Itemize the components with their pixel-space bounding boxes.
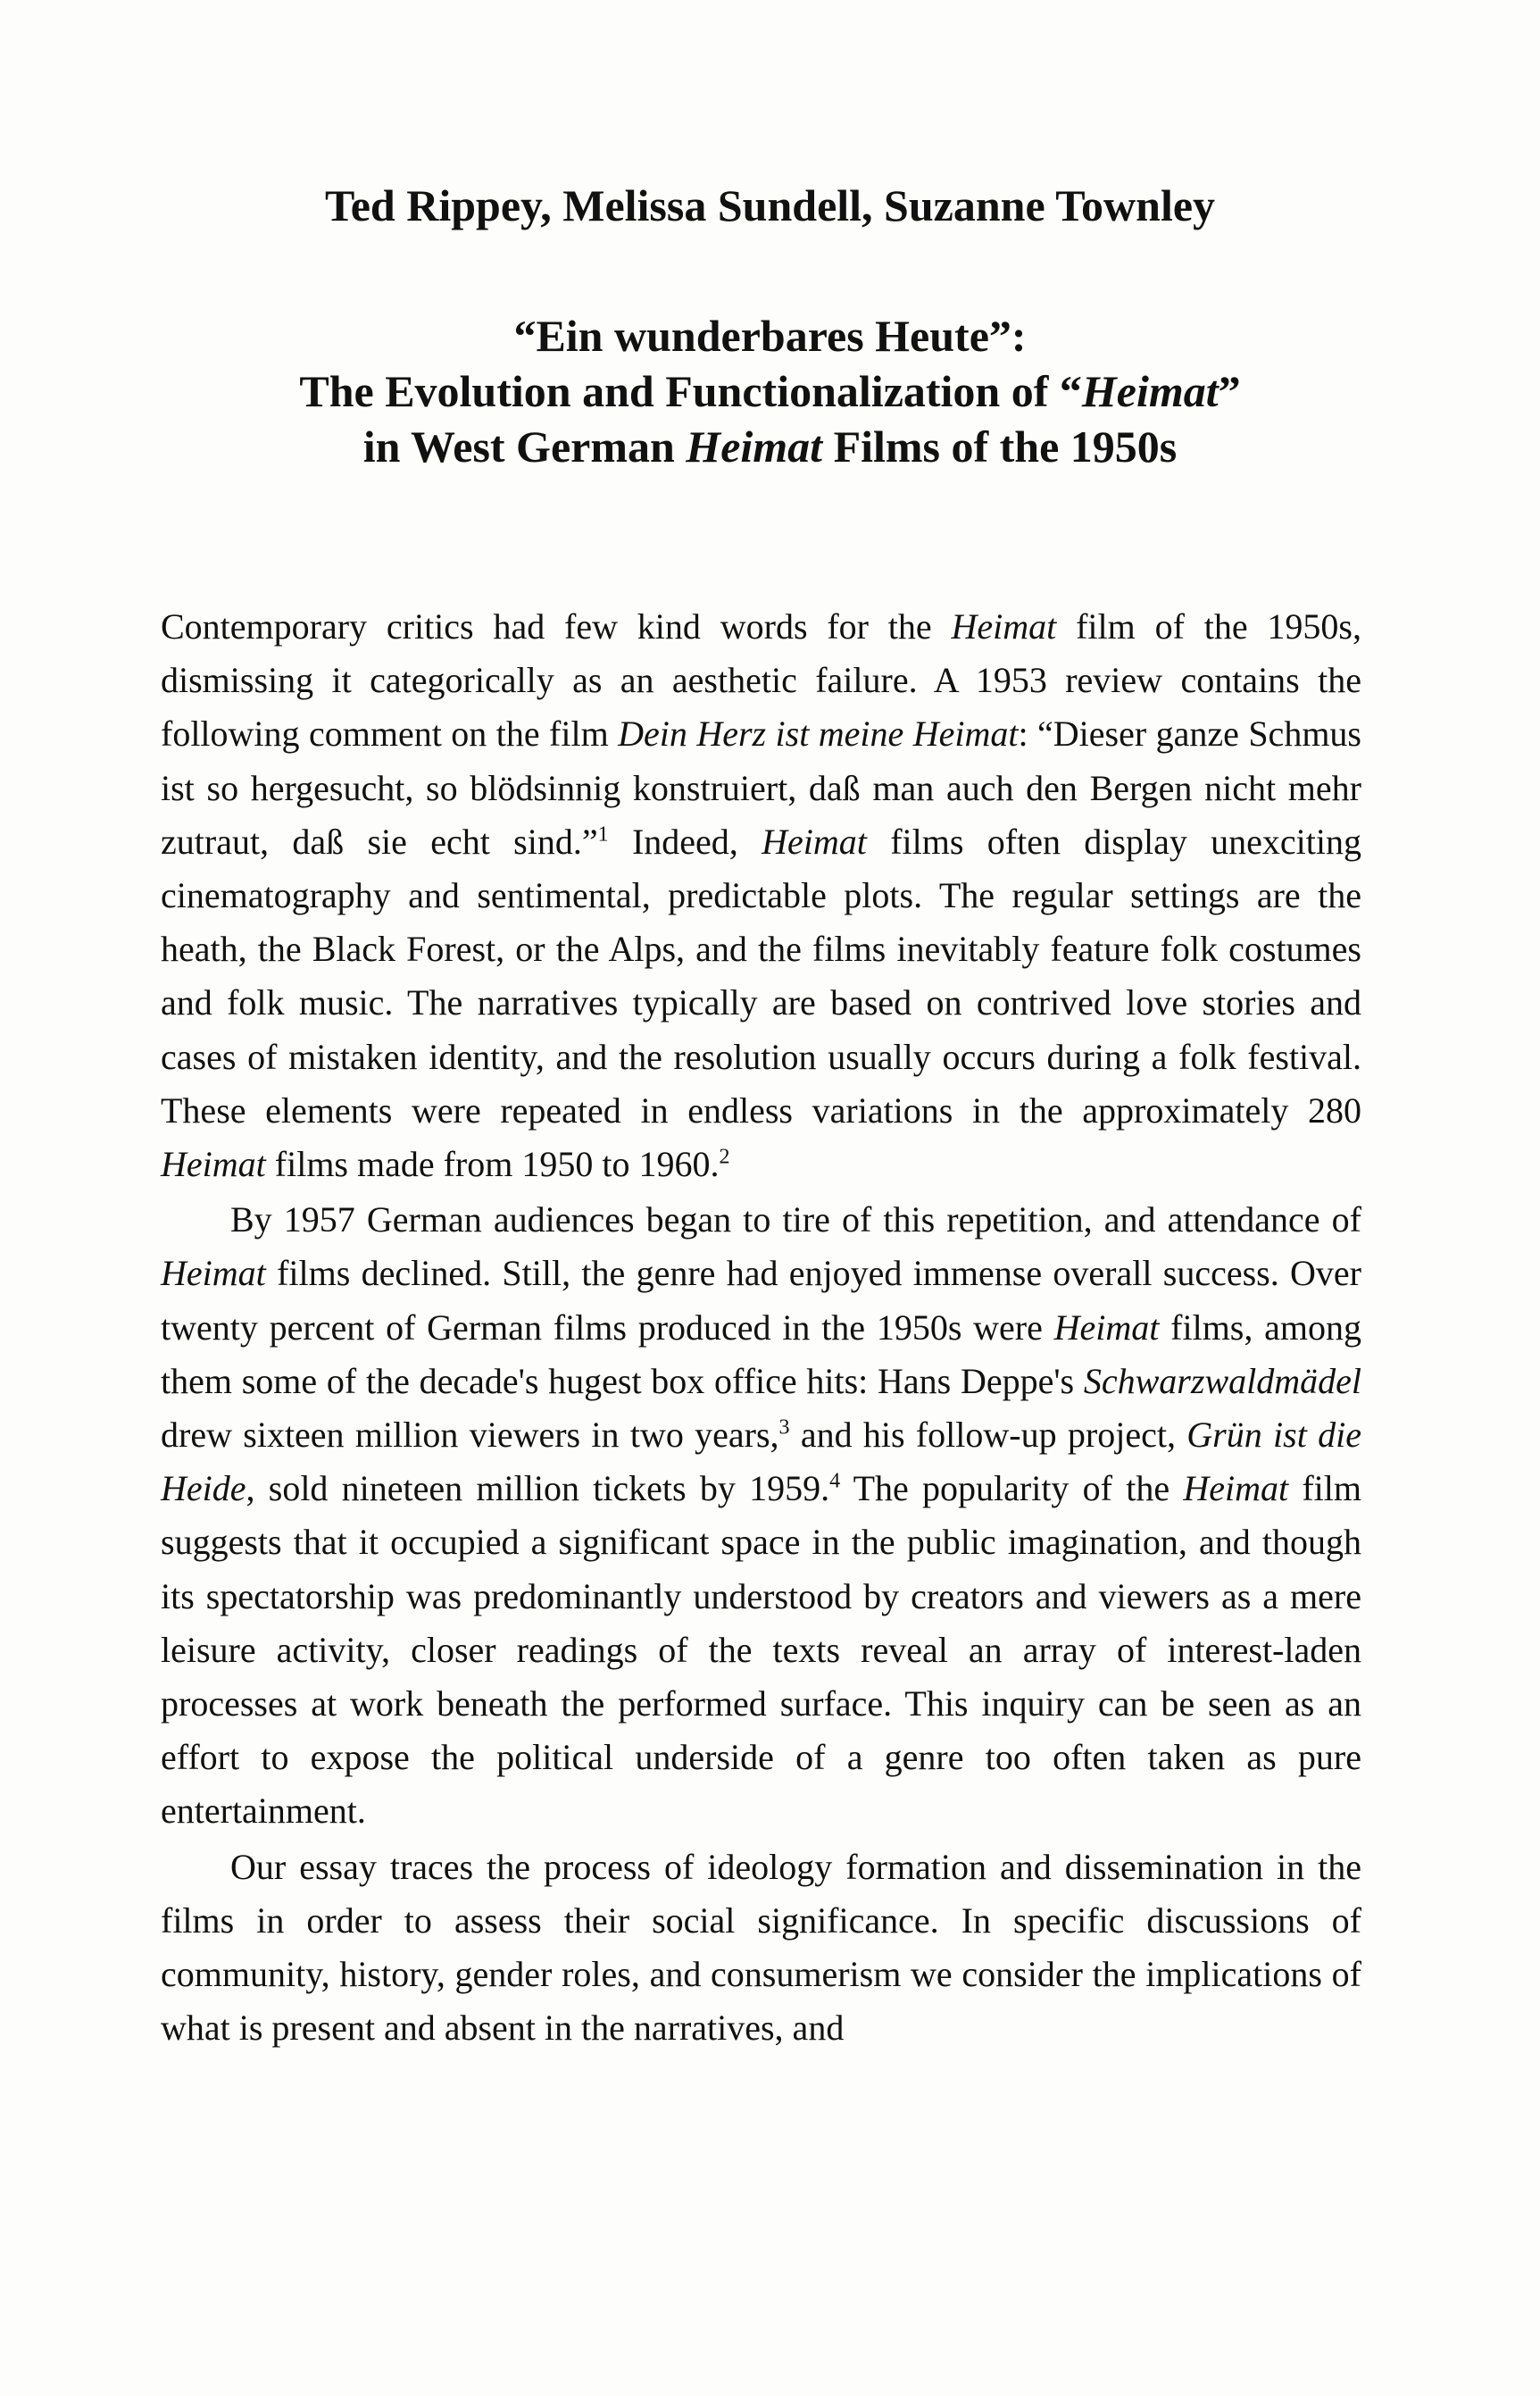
paragraph-text: The popularity of the xyxy=(840,1468,1184,1509)
title-line-3 xyxy=(156,419,1384,474)
paragraph-text: Our essay traces the process of ideology formation and dissemination in the films in order to assess their social significance. In specific discussions of community, history, gender roles, and consumerism we consider the implications of what is present and absent in the narratives, and xyxy=(161,1846,1361,2049)
footnote-marker: 1 xyxy=(597,822,609,847)
title-line-1: “Ein wunderbares Heute”: xyxy=(513,311,1027,361)
italic-term: Heimat xyxy=(161,1253,266,1294)
title-text: in West German xyxy=(362,422,687,472)
paragraph-text: Indeed, xyxy=(608,821,762,862)
footnote-marker: 3 xyxy=(778,1415,790,1440)
paragraph-text: films, among them some of the decade's hugest box office hits: Hans Deppe's xyxy=(161,1307,1362,1401)
italic-term: Heimat xyxy=(762,821,867,862)
body-paragraph xyxy=(161,1193,1361,1838)
italic-term: Schwarzwaldmädel xyxy=(1083,1360,1361,1401)
italic-term: Dein Herz ist meine Heimat xyxy=(618,714,1019,755)
paragraph-text: film suggests that it occupied a significant space in the public imagination, and though its spectatorship was predominantly understood by creators and viewers as a mere leisure activity, closer readings of the texts reveal an array of interest-laden processes at work beneath the performed surface. This inquiry can be seen as an effort to expose the political underside of a genre too often taken as pure entertainment. xyxy=(161,1468,1361,1832)
paragraph-text: film of the 1950s, dismissing it categorically as an aesthetic failure. A 1953 review contains the following comment on the film xyxy=(161,606,1361,755)
paragraph-text: films made from 1950 to 1960. xyxy=(265,1144,720,1185)
paragraph-text: and his follow-up project, xyxy=(789,1415,1187,1456)
title-italic-term: Heimat xyxy=(686,422,823,472)
paragraph-text: , sold nineteen million tickets by 1959. xyxy=(246,1468,830,1509)
title-line-2 xyxy=(156,363,1384,419)
italic-term: Heimat xyxy=(1183,1468,1289,1509)
body-paragraph xyxy=(161,600,1361,1191)
title-text: Films of the 1950s xyxy=(822,422,1178,472)
paper-title xyxy=(156,308,1384,474)
paragraph-text: films declined. Still, the genre had enjoyed immense overall success. Over twenty percent of German films produced in the 1950s were xyxy=(161,1253,1361,1348)
italic-term: Heimat xyxy=(1053,1307,1160,1348)
body-paragraph xyxy=(161,1841,1361,2056)
paragraph-text: Contemporary critics had few kind words for the xyxy=(161,606,952,647)
footnote-marker: 2 xyxy=(719,1145,730,1169)
footnote-marker: 4 xyxy=(829,1469,841,1493)
title-text: The Evolution and Functionalization of “ xyxy=(299,366,1082,416)
italic-term: Heimat xyxy=(951,606,1057,647)
title-text: ” xyxy=(1218,366,1241,416)
title-italic-term: Heimat xyxy=(1081,366,1219,416)
italic-term: Grün ist die Heide xyxy=(161,1415,1361,1509)
italic-term: Heimat xyxy=(161,1144,266,1185)
paragraph-text: films often display unexciting cinematography and sentimental, predictable plots. The regular settings are the heath, the Black Forest, or the Alps, and the films inevitably feature folk costumes and folk music. The narratives typically are based on contrived love stories and cases of mistaken identity, and the resolution usually occurs during a folk festival. These elements were repeated in endless variations in the approximately 280 xyxy=(161,821,1362,1131)
author-line: Ted Rippey, Melissa Sundell, Suzanne Townley xyxy=(324,180,1216,230)
body-text xyxy=(161,600,1361,2055)
paragraph-text: By 1957 German audiences began to tire of this repetition, and attendance of xyxy=(230,1199,1361,1240)
paragraph-text: : “Dieser ganze Schmus ist so hergesucht, so blödsinnig konstruiert, daß man auch den Bergen nicht mehr zutraut, daß sie echt sind.” xyxy=(161,714,1361,862)
paragraph-text: drew sixteen million viewers in two years, xyxy=(161,1415,779,1456)
